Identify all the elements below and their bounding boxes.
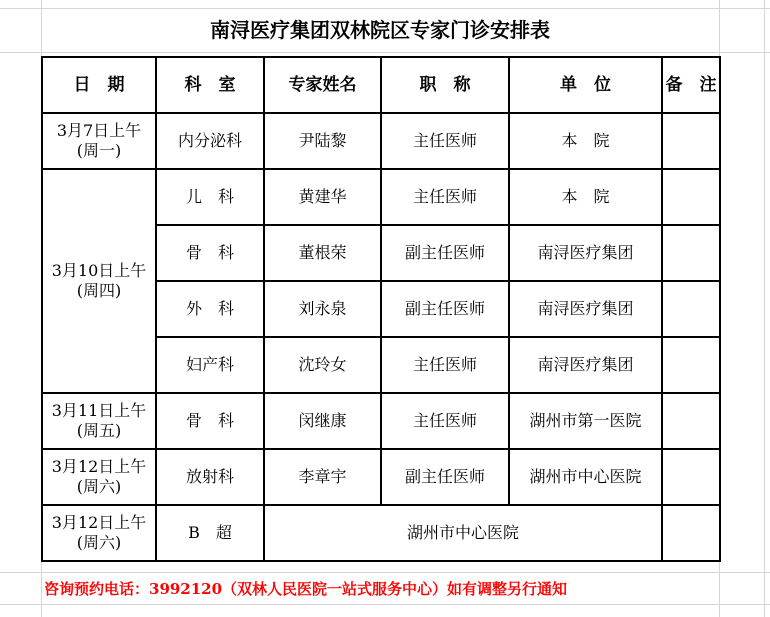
unit-cell: 本 院 bbox=[509, 169, 662, 225]
dept-cell: 骨 科 bbox=[156, 225, 264, 281]
table-row bbox=[42, 449, 720, 505]
table-header-row bbox=[42, 57, 720, 113]
merged-unit-cell: 湖州市中心医院 bbox=[264, 505, 662, 561]
note-cell bbox=[662, 449, 720, 505]
header-dept: 科 室 bbox=[156, 57, 264, 113]
name-cell: 尹陆黎 bbox=[264, 113, 381, 169]
weekday-text: (周四) bbox=[76, 281, 122, 300]
header-note: 备 注 bbox=[662, 57, 720, 113]
gridline bbox=[764, 0, 765, 617]
title-cell: 主任医师 bbox=[381, 169, 509, 225]
note-cell bbox=[662, 505, 720, 561]
gridline bbox=[0, 572, 770, 573]
note-cell bbox=[662, 225, 720, 281]
table-row bbox=[42, 393, 720, 449]
header-name: 专家姓名 bbox=[264, 57, 381, 113]
dept-cell: 骨 科 bbox=[156, 393, 264, 449]
date-cell bbox=[42, 169, 156, 393]
date-text: 3月7日上午 bbox=[56, 121, 142, 140]
title-cell: 副主任医师 bbox=[381, 281, 509, 337]
unit-cell: 南浔医疗集团 bbox=[509, 281, 662, 337]
name-cell: 董根荣 bbox=[264, 225, 381, 281]
page-title: 南浔医疗集团双林院区专家门诊安排表 bbox=[210, 18, 550, 42]
name-cell: 黄建华 bbox=[264, 169, 381, 225]
name-cell: 沈玲女 bbox=[264, 337, 381, 393]
table-row bbox=[42, 505, 720, 561]
weekday-text: (周一) bbox=[76, 141, 122, 160]
note-cell bbox=[662, 337, 720, 393]
note-cell bbox=[662, 113, 720, 169]
gridline bbox=[0, 604, 770, 605]
date-cell bbox=[42, 505, 156, 561]
schedule-table bbox=[41, 56, 721, 562]
title-cell: 主任医师 bbox=[381, 393, 509, 449]
name-cell: 闵继康 bbox=[264, 393, 381, 449]
gridline bbox=[0, 52, 770, 53]
unit-cell: 南浔医疗集团 bbox=[509, 337, 662, 393]
dept-cell: 外 科 bbox=[156, 281, 264, 337]
dept-cell: B 超 bbox=[156, 505, 264, 561]
date-text: 3月12日上午 bbox=[51, 457, 147, 476]
header-unit: 单 位 bbox=[509, 57, 662, 113]
title-cell: 主任医师 bbox=[381, 337, 509, 393]
date-text: 3月11日上午 bbox=[51, 401, 147, 420]
title-cell: 副主任医师 bbox=[381, 225, 509, 281]
unit-cell: 南浔医疗集团 bbox=[509, 225, 662, 281]
unit-cell: 湖州市第一医院 bbox=[509, 393, 662, 449]
date-cell bbox=[42, 449, 156, 505]
unit-cell: 湖州市中心医院 bbox=[509, 449, 662, 505]
note-cell bbox=[662, 281, 720, 337]
header-date: 日 期 bbox=[42, 57, 156, 113]
name-cell: 李章宇 bbox=[264, 449, 381, 505]
date-cell bbox=[42, 393, 156, 449]
date-text: 3月12日上午 bbox=[51, 513, 147, 532]
dept-cell: 儿 科 bbox=[156, 169, 264, 225]
title-cell: 主任医师 bbox=[381, 113, 509, 169]
weekday-text: (周五) bbox=[76, 421, 122, 440]
contact-footer: 咨询预约电话：3992120（双林人民医院一站式服务中心）如有调整另行通知 bbox=[44, 580, 568, 598]
note-cell bbox=[662, 393, 720, 449]
date-cell bbox=[42, 113, 156, 169]
date-text: 3月10日上午 bbox=[51, 261, 147, 280]
table-row bbox=[42, 113, 720, 169]
unit-cell: 本 院 bbox=[509, 113, 662, 169]
title-cell: 副主任医师 bbox=[381, 449, 509, 505]
weekday-text: (周六) bbox=[76, 533, 122, 552]
dept-cell: 内分泌科 bbox=[156, 113, 264, 169]
header-title: 职 称 bbox=[381, 57, 509, 113]
dept-cell: 妇产科 bbox=[156, 337, 264, 393]
weekday-text: (周六) bbox=[76, 477, 122, 496]
note-cell bbox=[662, 169, 720, 225]
table-row bbox=[42, 169, 720, 225]
name-cell: 刘永泉 bbox=[264, 281, 381, 337]
dept-cell: 放射科 bbox=[156, 449, 264, 505]
